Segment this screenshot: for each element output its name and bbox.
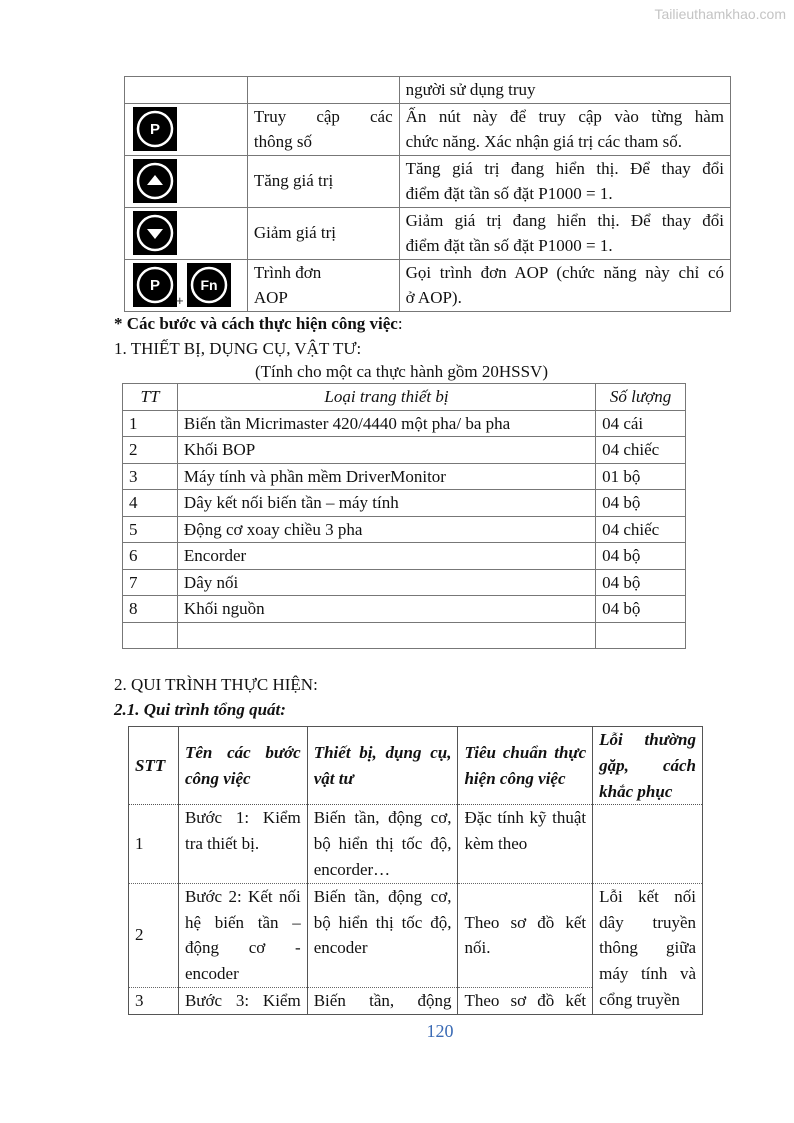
equipment-row — [123, 490, 686, 517]
section-1-title: 1. THIẾT BỊ, DỤNG CỤ, VẬT TƯ: — [114, 339, 362, 358]
equip-empty-cell — [123, 622, 178, 649]
fn-key-icon — [187, 263, 231, 307]
equipment-row — [123, 410, 686, 437]
equip-type: Máy tính và phần mềm DriverMonitor — [177, 463, 595, 490]
equip-type: Biến tần Micrimaster 420/4440 một pha/ ba pha — [177, 410, 595, 437]
proc-step: Bước 2: Kết nối hệ biến tần – động cơ - encoder — [178, 883, 307, 987]
proc-header-errors: Lỗi thường gặp, cách khắc phục — [593, 727, 703, 805]
equip-qty: 04 chiếc — [596, 516, 686, 543]
proc-stt: 3 — [129, 987, 179, 1014]
svg-text:Fn: Fn — [200, 277, 218, 293]
process-table — [128, 726, 703, 1015]
section-2-title: 2. QUI TRÌNH THỰC HIỆN: — [114, 675, 318, 694]
key-cell-empty — [125, 77, 248, 104]
section-2-1-title: 2.1. Qui trình tổng quát: — [114, 700, 286, 719]
proc-header-tools: Thiết bị, dụng cụ, vật tư — [307, 727, 458, 805]
equip-type: Khối nguồn — [177, 596, 595, 623]
equip-header-qty: Số lượng — [596, 384, 686, 411]
equip-qty: 01 bộ — [596, 463, 686, 490]
equip-header-type: Loại trang thiết bị — [177, 384, 595, 411]
proc-tools: Biến tần, động cơ, bộ hiển thị tốc độ, encorder… — [307, 805, 458, 883]
equip-tt: 6 — [123, 543, 178, 570]
p-key-icon — [133, 263, 177, 307]
equipment-row — [123, 516, 686, 543]
equip-empty-cell — [596, 622, 686, 649]
proc-stt: 1 — [129, 805, 179, 883]
svg-text:P: P — [149, 277, 161, 294]
equip-qty: 04 bộ — [596, 490, 686, 517]
proc-standard: Đặc tính kỹ thuật kèm theo — [458, 805, 593, 883]
equip-qty: 04 bộ — [596, 569, 686, 596]
key-name: Giảm giá trị — [247, 207, 399, 259]
key-desc: Gọi trình đơn AOP (chức năng này chỉ có ở AOP). — [399, 259, 730, 311]
watermark: Tailieuthamkhao.com — [654, 6, 786, 22]
proc-tools: Biến tần, động cơ, bộ hiển thị tốc độ, encoder — [307, 883, 458, 987]
equip-tt: 3 — [123, 463, 178, 490]
equip-tt: 5 — [123, 516, 178, 543]
key-name — [247, 77, 399, 104]
page-number: 120 — [426, 1021, 454, 1041]
equipment-row — [123, 596, 686, 623]
plus-sign: + — [176, 292, 184, 308]
proc-step: Bước 3: Kiểm — [178, 987, 307, 1014]
bop-keys-table — [124, 76, 731, 312]
equipment-row — [123, 437, 686, 464]
equipment-row — [123, 543, 686, 570]
equip-header-tt: TT — [123, 384, 178, 411]
equip-tt: 8 — [123, 596, 178, 623]
equipment-row-empty — [123, 622, 686, 649]
proc-errors — [593, 805, 703, 883]
up-arrow-key-icon — [133, 159, 177, 203]
key-desc: Giảm giá trị đang hiển thị. Để thay đổi điểm đặt tần số đặt P1000 = 1. — [399, 207, 730, 259]
proc-header-step: Tên các bước công việc — [178, 727, 307, 805]
equip-type: Động cơ xoay chiều 3 pha — [177, 516, 595, 543]
equip-qty: 04 chiếc — [596, 437, 686, 464]
proc-standard: Theo sơ đồ kết nối. — [458, 883, 593, 987]
equip-tt: 2 — [123, 437, 178, 464]
key-desc: Tăng giá trị đang hiển thị. Để thay đổi điểm đặt tần số đặt P1000 = 1. — [399, 155, 730, 207]
key-icon-cell — [125, 259, 248, 311]
proc-header-stt: STT — [129, 727, 179, 805]
proc-header-standard: Tiêu chuẩn thực hiện công việc — [458, 727, 593, 805]
proc-step: Bước 1: Kiểm tra thiết bị. — [178, 805, 307, 883]
key-name: Tăng giá trị — [247, 155, 399, 207]
proc-standard: Theo sơ đồ kết — [458, 987, 593, 1014]
equipment-row — [123, 569, 686, 596]
equip-type: Encorder — [177, 543, 595, 570]
svg-text:P: P — [149, 121, 161, 138]
proc-tools: Biến tần, động — [307, 987, 458, 1014]
key-name: Trình đơn AOP — [247, 259, 399, 311]
equip-type: Dây kết nối biến tần – máy tính — [177, 490, 595, 517]
p-key-icon — [133, 107, 177, 151]
equip-tt: 1 — [123, 410, 178, 437]
equip-type: Dây nối — [177, 569, 595, 596]
equip-type: Khối BOP — [177, 437, 595, 464]
equipment-row — [123, 463, 686, 490]
equip-tt: 7 — [123, 569, 178, 596]
proc-errors: Lỗi kết nối dây truyền thông giữa máy tính và cổng truyền — [593, 883, 703, 1014]
equip-tt: 4 — [123, 490, 178, 517]
key-icon-cell — [125, 155, 248, 207]
equip-qty: 04 bộ — [596, 596, 686, 623]
down-arrow-key-icon — [133, 211, 177, 255]
key-desc: người sử dụng truy — [399, 77, 730, 104]
equipment-table — [122, 383, 686, 649]
key-icon-cell — [125, 207, 248, 259]
key-icon-cell — [125, 103, 248, 155]
key-name: Truy cập các thông số — [247, 103, 399, 155]
equip-qty: 04 bộ — [596, 543, 686, 570]
key-desc: Ấn nút này để truy cập vào từng hàm chức năng. Xác nhận giá trị các tham số. — [399, 103, 730, 155]
equip-qty: 04 cái — [596, 410, 686, 437]
equip-empty-cell — [177, 622, 595, 649]
section-1-note: (Tính cho một ca thực hành gồm 20HSSV) — [255, 362, 548, 381]
steps-heading: * Các bước và cách thực hiện công việc: — [114, 314, 403, 333]
proc-stt: 2 — [129, 883, 179, 987]
